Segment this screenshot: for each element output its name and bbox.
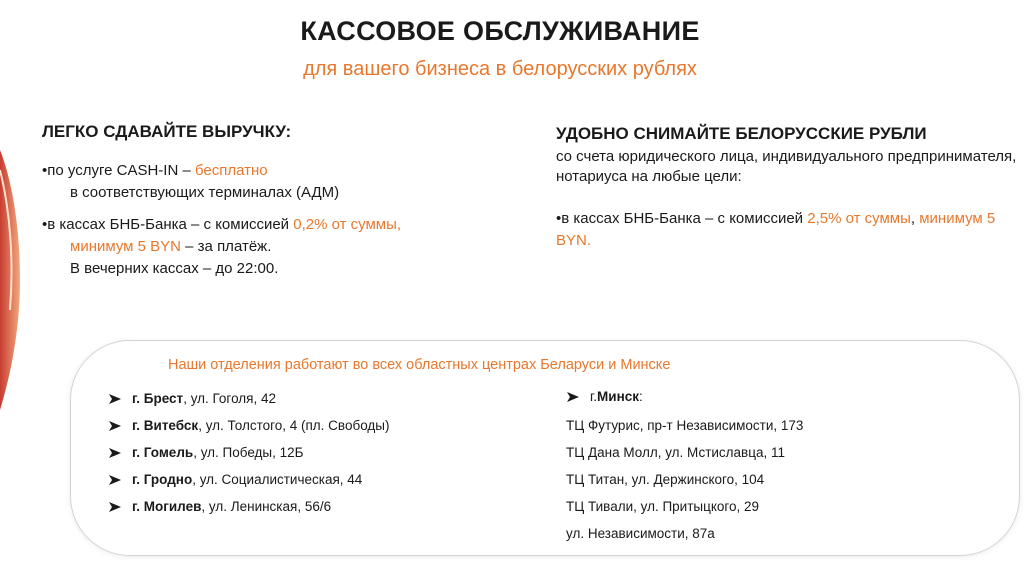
arrow-bullet-icon — [566, 391, 580, 403]
cashdesk-item — [42, 214, 401, 236]
minsk-branch: ул. Независимости, 87а — [566, 526, 715, 541]
cashdesk-minimum: минимум 5 BYN — [70, 238, 181, 255]
page-title: КАССОВОЕ ОБСЛУЖИВАНИЕ — [300, 16, 700, 46]
right-line2: нотариуса на любые цели: — [556, 168, 742, 185]
branch-city: г. Могилев — [132, 499, 202, 514]
cash-in-item — [42, 160, 268, 182]
branch-item — [108, 391, 276, 406]
right-line1: со счета юридического лица, индивидуального предпринимателя, — [556, 148, 1017, 165]
withdraw-item — [556, 208, 995, 230]
cashdesk-line3: В вечерних кассах – до 22:00. — [70, 260, 279, 277]
branch-city: г. Гомель — [132, 445, 194, 460]
cash-in-highlight: бесплатно — [194, 162, 268, 179]
branch-item — [108, 499, 331, 514]
withdraw-prefix: •в кассах БНБ-Банка – с комиссией — [556, 210, 808, 227]
branches-title: Наши отделения работают во всех областных центрах Беларуси и Минске — [168, 357, 671, 373]
branch-city: г. Витебск — [132, 418, 199, 433]
left-heading: ЛЕГКО СДАВАЙТЕ ВЫРУЧКУ: — [42, 122, 292, 141]
withdraw-fee: 2,5% от суммы — [807, 210, 911, 227]
cash-in-prefix: •по услуге CASH-IN – — [42, 162, 195, 179]
arrow-bullet-icon — [108, 447, 122, 459]
minsk-branch: ТЦ Тивали, ул. Притыцкого, 29 — [566, 499, 760, 514]
branch-address: , ул. Гоголя, 42 — [183, 391, 276, 406]
minsk-branch: ТЦ Дана Молл, ул. Мстиславца, 11 — [566, 445, 785, 460]
arrow-bullet-icon — [108, 474, 122, 486]
cashdesk-line2 — [70, 236, 271, 258]
withdraw-comma: , — [910, 210, 920, 227]
branch-address: , ул. Толстого, 4 (пл. Свободы) — [198, 418, 390, 433]
minsk-city: Минск — [597, 389, 639, 404]
minsk-branch: ТЦ Футурис, пр-т Независимости, 173 — [566, 418, 804, 433]
arrow-bullet-icon — [108, 501, 122, 513]
branch-city: г. Брест — [132, 391, 184, 406]
withdraw-line2: BYN. — [556, 232, 592, 249]
branch-item — [108, 418, 389, 433]
cashdesk-prefix: •в кассах БНБ-Банка – с комиссией — [42, 216, 294, 233]
right-heading: УДОБНО СНИМАЙТЕ БЕЛОРУССКИЕ РУБЛИ — [556, 124, 927, 143]
arrow-bullet-icon — [108, 393, 122, 405]
minsk-colon: : — [639, 389, 643, 404]
cash-in-line2: в соответствующих терминалах (АДМ) — [70, 184, 340, 201]
minsk-prefix: г. — [590, 389, 598, 404]
page-subtitle: для вашего бизнеса в белорусских рублях — [303, 58, 697, 80]
cashdesk-fee: 0,2% от суммы, — [293, 216, 402, 233]
withdraw-minimum: минимум 5 — [919, 210, 996, 227]
branch-address: , ул. Ленинская, 56/6 — [201, 499, 332, 514]
arrow-bullet-icon — [108, 420, 122, 432]
minsk-branch: ТЦ Титан, ул. Держинского, 104 — [566, 472, 765, 487]
cashdesk-suffix: – за платёж. — [181, 238, 272, 255]
minsk-heading — [566, 389, 643, 404]
branch-address: , ул. Победы, 12Б — [193, 445, 304, 460]
branch-item — [108, 445, 304, 460]
branch-address: , ул. Социалистическая, 44 — [192, 472, 363, 487]
branch-item — [108, 472, 362, 487]
branch-city: г. Гродно — [132, 472, 193, 487]
